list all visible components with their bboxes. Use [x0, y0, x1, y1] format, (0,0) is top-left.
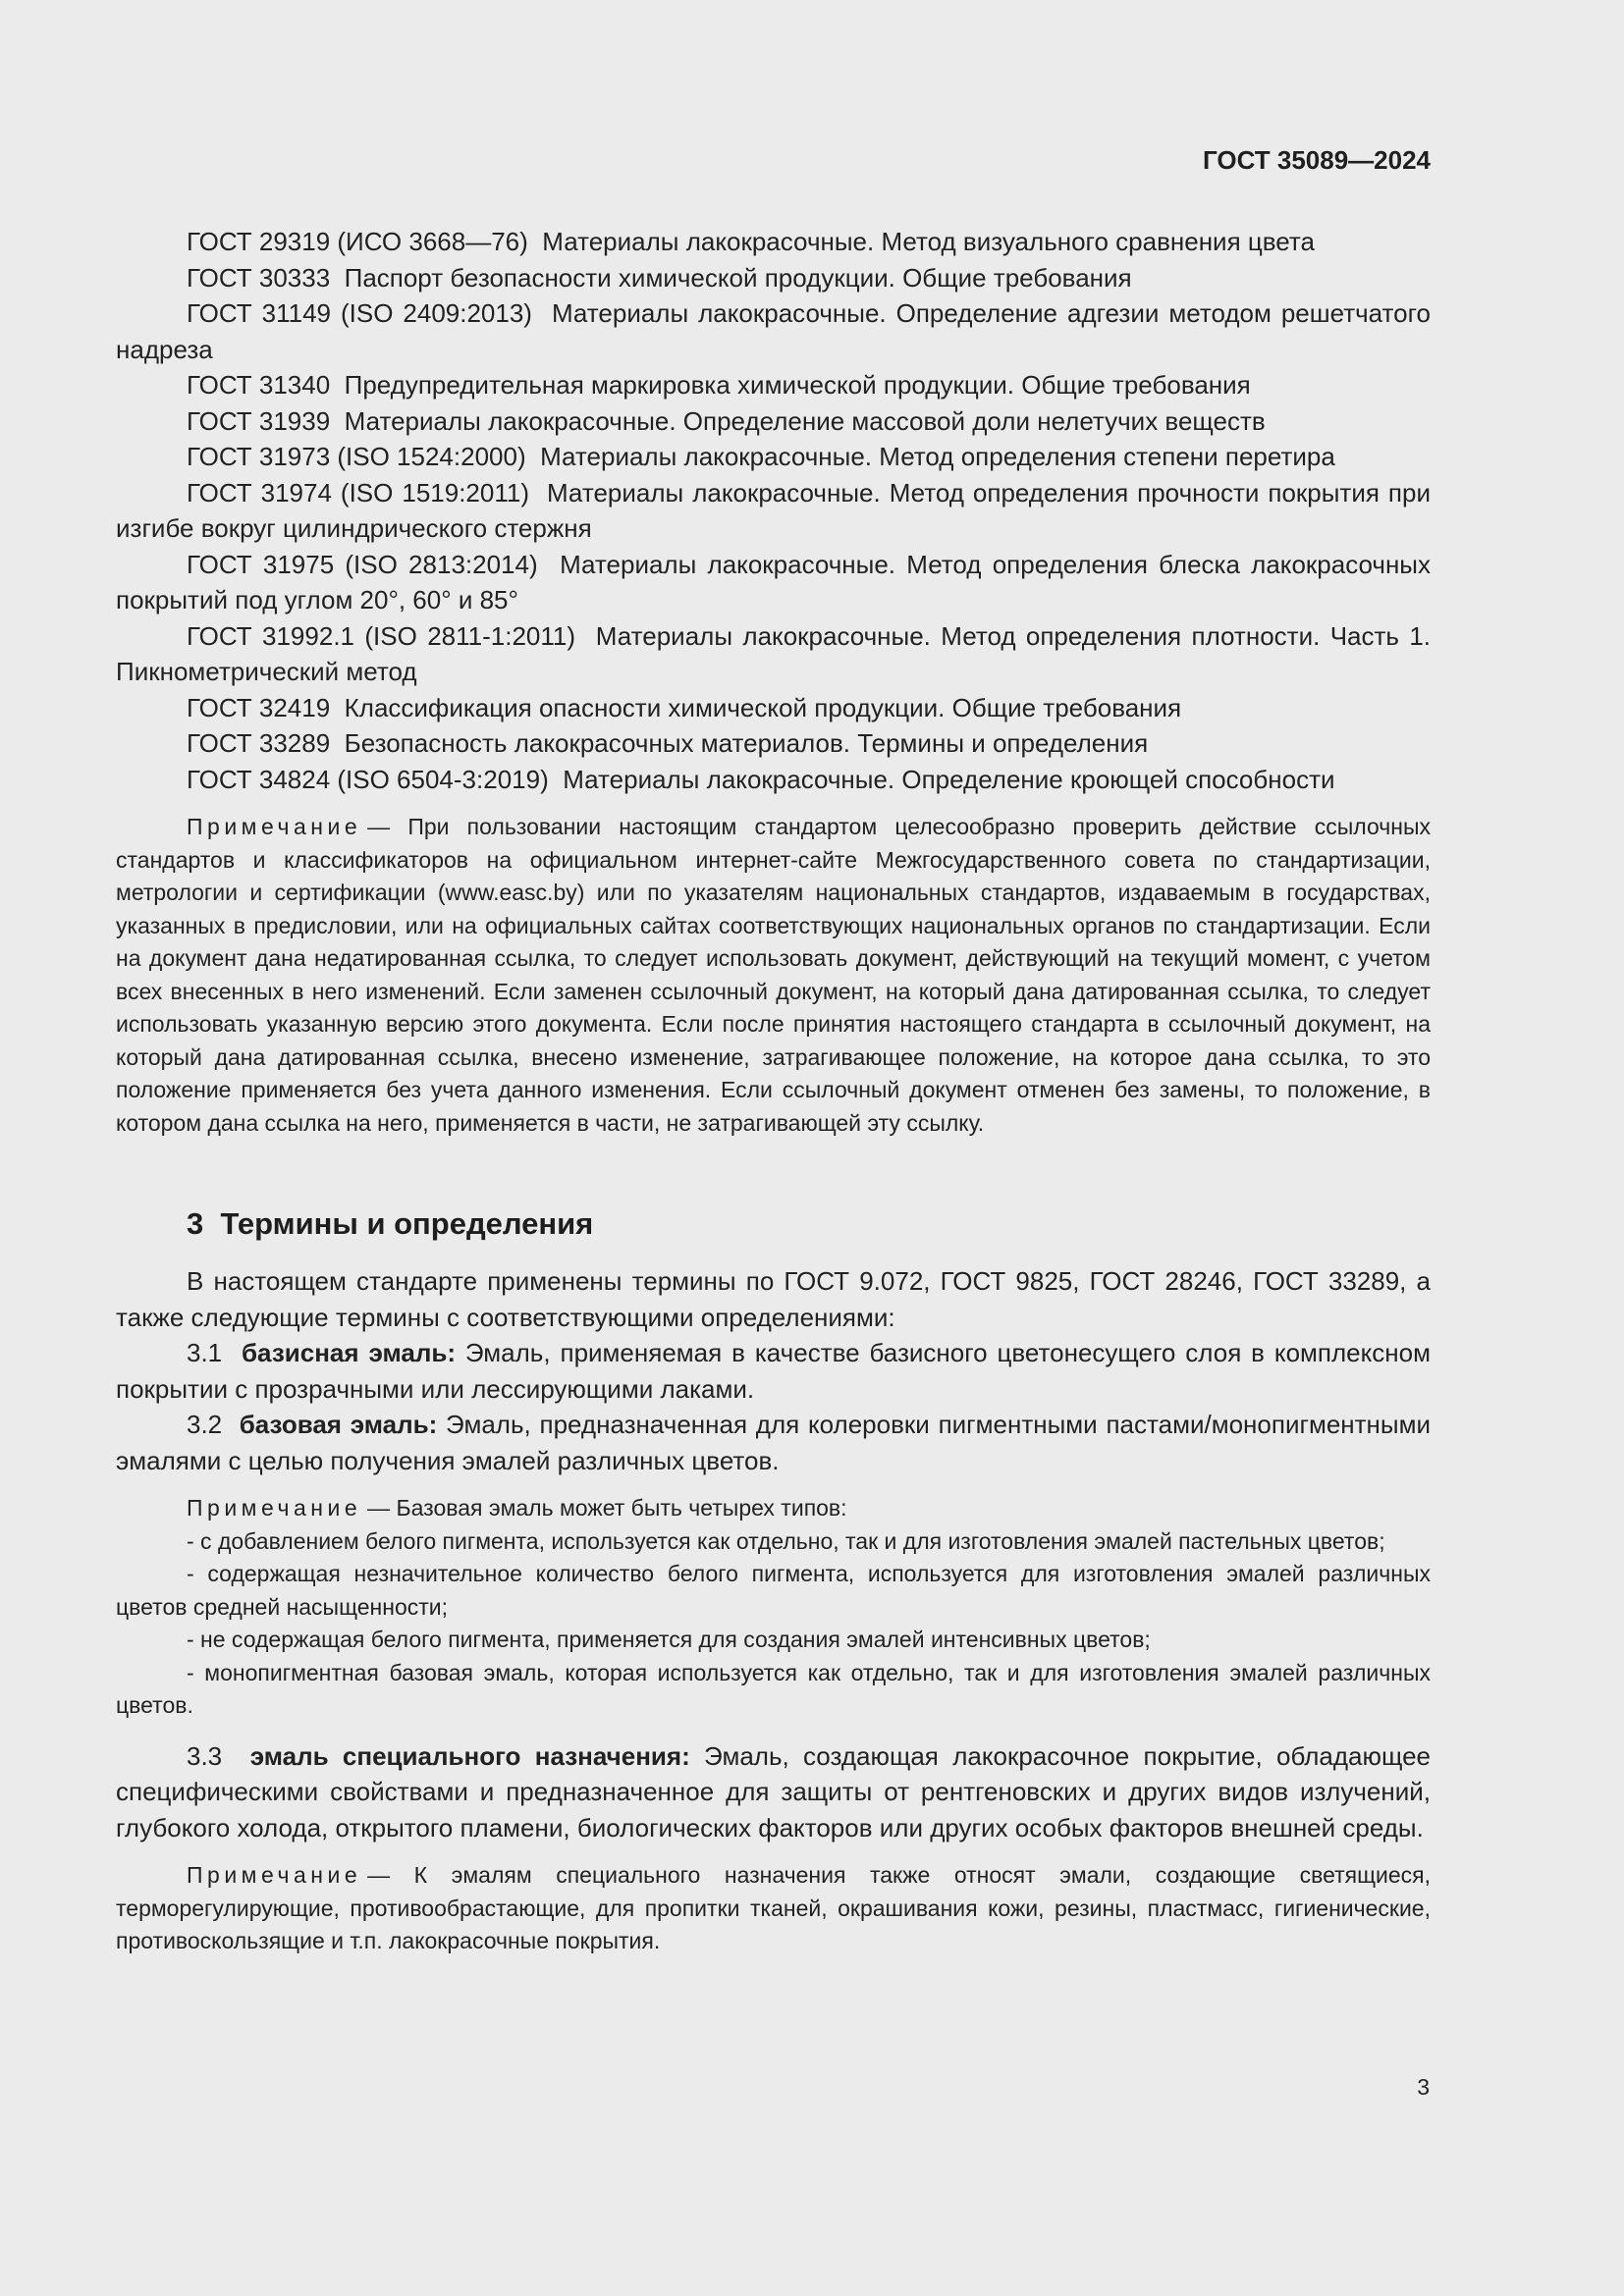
term-definition: Эмаль, создающая лакокрасочное покрытие, обладающее специфическими свойствами и предназначенное для защиты от рентгеновских и других видов излучений, глубокого холода, открытого пламени, биологических факторов или других особых факторов внешней среды.	[116, 1740, 1431, 1842]
note-text: — Базовая эмаль может быть четырех типов:	[367, 1495, 847, 1521]
page-number: 3	[1417, 2074, 1430, 2100]
reference-item	[116, 618, 1431, 690]
reference-code: ГОСТ 31340	[187, 370, 331, 400]
reference-code: ГОСТ 34824 (ISO 6504-3:2019)	[187, 764, 549, 794]
reference-code: ГОСТ 30333	[187, 262, 331, 293]
reference-title: Паспорт безопасности химической продукции. Общие требования	[344, 262, 1132, 293]
note-list-item: - содержащая незначительное количество белого пигмента, используется для изготовления эмалей различных цветов средней насыщенности;	[116, 1561, 1431, 1620]
note-text: — К эмалям специального назначения также относят эмали, создающие светящиеся, терморегулирующие, противообрастающие, для пропитки тканей, окрашивания кожи, резины, пластмасс, гигиенические, противоскользящие и т.п. лакокрасочные покрытия.	[116, 1862, 1431, 1953]
reference-title: Предупредительная маркировка химической продукции. Общие требования	[344, 370, 1251, 400]
term-definition: Эмаль, применяемая в качестве базисного цветонесущего слоя в комплексном покрытии с прозрачными или лессирующими лаками.	[116, 1338, 1431, 1404]
term-name: эмаль специального назначения:	[249, 1740, 690, 1771]
reference-item	[116, 475, 1431, 547]
note-list-item: - монопигментная базовая эмаль, которая используется как отдельно, так и для изготовления эмалей различных цветов.	[116, 1659, 1431, 1718]
section-number: 3	[187, 1206, 204, 1241]
reference-title: Материалы лакокрасочные. Определение кроющей способности	[563, 764, 1335, 794]
term-definition-3-2	[116, 1407, 1431, 1478]
term-number: 3.1	[187, 1338, 223, 1367]
term-name: базовая эмаль:	[239, 1410, 438, 1439]
reference-item	[116, 690, 1431, 726]
reference-title: Материалы лакокрасочные. Определение адгезии методом решетчатого надреза	[116, 298, 1432, 364]
reference-code: ГОСТ 29319 (ИСО 3668—76)	[187, 227, 528, 256]
note-label: Примечание	[187, 1862, 362, 1888]
note-list-item: - с добавлением белого пигмента, используется как отдельно, так и для изготовления эмалей пастельных цветов;	[187, 1527, 1385, 1554]
reference-code: ГОСТ 31149 (ISO 2409:2013)	[187, 298, 532, 328]
note-label: Примечание	[187, 814, 362, 839]
reference-code: ГОСТ 32419	[187, 692, 331, 722]
reference-item	[116, 725, 1431, 762]
reference-item	[116, 547, 1431, 618]
section-title: Термины и определения	[220, 1206, 594, 1241]
section-heading	[116, 1206, 1431, 1242]
reference-item	[116, 403, 1431, 440]
reference-title: Классификация опасности химической продукции. Общие требования	[344, 692, 1182, 722]
reference-code: ГОСТ 31975 (ISO 2813:2014)	[187, 549, 538, 579]
note-intro	[116, 1492, 1431, 1525]
reference-code: ГОСТ 33289	[187, 728, 331, 758]
reference-code: ГОСТ 31992.1 (ISO 2811-1:2011)	[187, 620, 576, 651]
reference-title: Безопасность лакокрасочных материалов. Термины и определения	[344, 728, 1149, 758]
reference-item	[116, 762, 1431, 798]
term-3-2-note	[116, 1492, 1431, 1723]
term-definition: Эмаль, предназначенная для колеровки пигментными пастами/монопигментными эмалями с целью получения эмалей различных цветов.	[116, 1410, 1432, 1475]
reference-item	[116, 439, 1431, 475]
reference-title: Материалы лакокрасочные. Определение массовой доли нелетучих веществ	[344, 405, 1266, 436]
term-number: 3.2	[187, 1410, 223, 1439]
note-list-item: - не содержащая белого пигмента, применяется для создания эмалей интенсивных цветов;	[187, 1627, 1151, 1652]
reference-code: ГОСТ 31974 (ISO 1519:2011)	[187, 477, 529, 507]
term-definition-3-3	[116, 1738, 1431, 1846]
page-content	[116, 224, 1431, 1958]
reference-code: ГОСТ 31973 (ISO 1524:2000)	[187, 442, 526, 471]
reference-code: ГОСТ 31939	[187, 405, 331, 436]
note-text: — При пользовании настоящим стандартом целесообразно проверить действие ссылочных стандартов и классификаторов на официальном интернет-сайте Межгосударственного совета по стандартизации, метрологии и сертификации (www.easc.by) или по указателям национальных стандартов, издаваемым в государствах, указанных в предисловии, или на официальных сайтах соответствующих национальных органов по стандартизации. Если на документ дана недатированная ссылка, то следует использовать документ, действующий на текущий момент, с учетом всех внесенных в него изменений. Если заменен ссылочный документ, на который дана датированная ссылка, то следует использовать указанную версию этого документа. Если после принятия настоящего стандарта в ссылочный документ, на который дана датированная ссылка, внесено изменение, затрагивающее положение, на которое дана ссылка, то это положение применяется без учета данного изменения. Если ссылочный документ отменен без замены, то положение, в котором дана ссылка на него, применяется в части, не затрагивающей эту ссылку.	[116, 814, 1431, 1136]
reference-item	[116, 224, 1431, 260]
reference-title: Материалы лакокрасочные. Метод определения плотности. Часть 1. Пикнометрический метод	[116, 620, 1432, 686]
reference-title: Материалы лакокрасочные. Метод визуального сравнения цвета	[542, 227, 1315, 256]
reference-item	[116, 367, 1431, 403]
note-label: Примечание	[187, 1495, 362, 1521]
term-3-3-note	[116, 1859, 1431, 1958]
reference-title: Материалы лакокрасочные. Метод определения блеска лакокрасочных покрытий под углом 20°, 60° и 85°	[116, 549, 1431, 614]
document-code-header: ГОСТ 35089—2024	[1203, 145, 1431, 175]
references-note	[116, 811, 1431, 1140]
section-intro: В настоящем стандарте применены термины по ГОСТ 9.072, ГОСТ 9825, ГОСТ 28246, ГОСТ 33289, а также следующие термины с соответствующими определениями:	[116, 1266, 1431, 1332]
reference-title: Материалы лакокрасочные. Метод определения степени перетира	[540, 442, 1335, 471]
reference-item	[116, 260, 1431, 296]
reference-item	[116, 295, 1431, 367]
term-name: базисная эмаль:	[242, 1338, 456, 1367]
term-definition-3-1	[116, 1335, 1431, 1407]
term-number: 3.3	[187, 1740, 223, 1771]
reference-title: Материалы лакокрасочные. Метод определения прочности покрытия при изгибе вокруг цилиндрического стержня	[116, 477, 1431, 543]
normative-references-list	[116, 224, 1431, 797]
